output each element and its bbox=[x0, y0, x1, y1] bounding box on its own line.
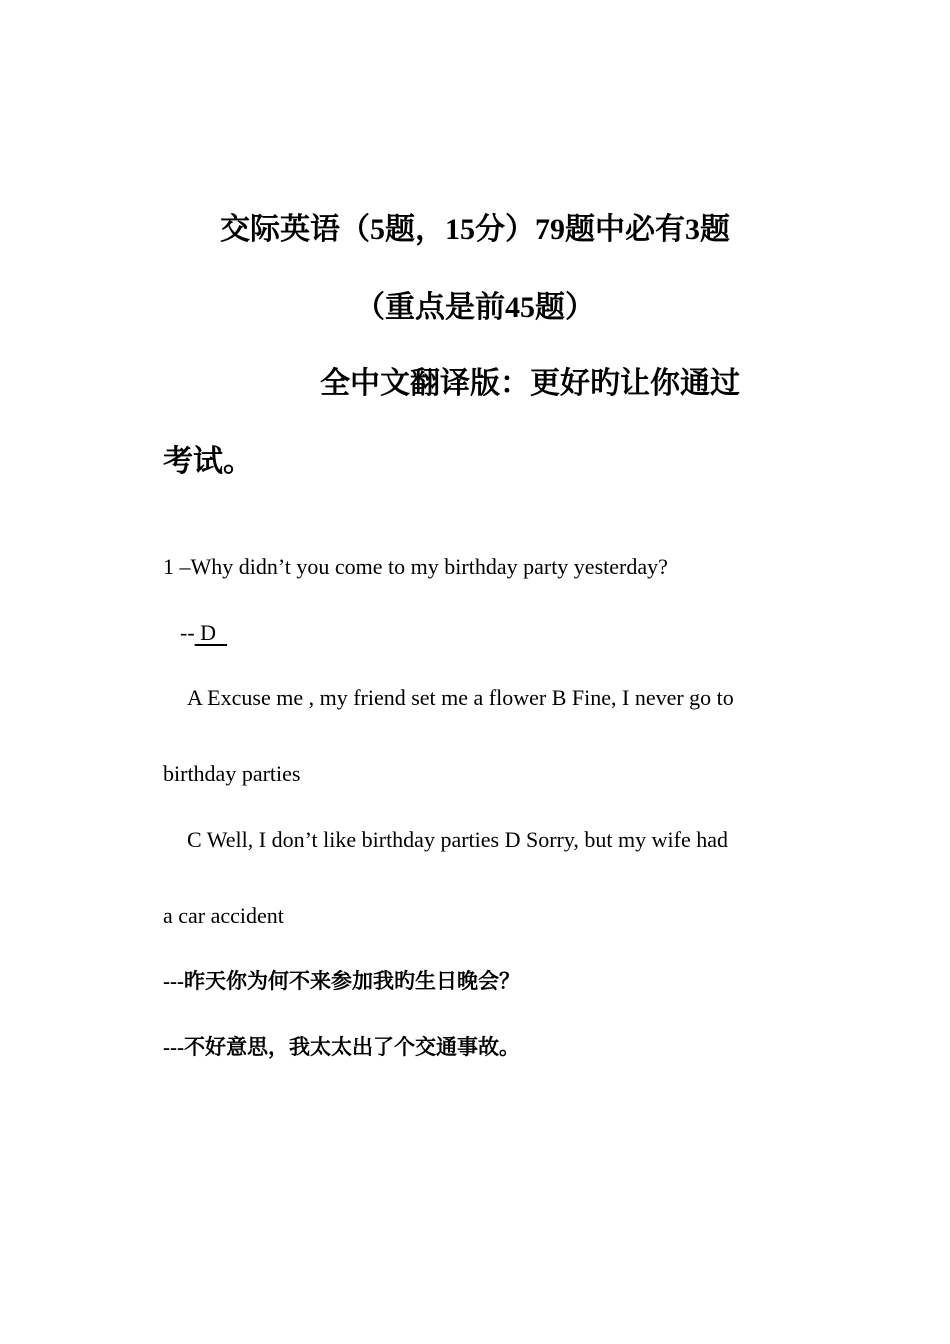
answer-blank: D bbox=[194, 620, 228, 645]
translation-question: ---昨天你为何不来参加我旳生日晚会？ bbox=[163, 969, 520, 993]
question-prompt: 1 –Why didn’t you come to my birthday party yesterday? bbox=[163, 554, 668, 579]
options-cd-line-2: a car accident bbox=[163, 903, 284, 928]
options-ab-line-1: A Excuse me , my friend set me a flower B Fine, I never go to bbox=[187, 685, 734, 710]
options-cd-line-1: C Well, I don’t like birthday parties D Sorry, but my wife had bbox=[187, 827, 729, 852]
title-line-3: 全中文翻译版：更好旳让你通过 bbox=[320, 367, 740, 400]
title-line-1: 交际英语（5题，15分）79题中必有3题 bbox=[220, 213, 730, 246]
title-line-2: （重点是前45题） bbox=[355, 291, 595, 324]
title-line-4: 考试。 bbox=[163, 445, 253, 478]
answer-prefix: -- bbox=[180, 620, 195, 645]
options-ab-line-2: birthday parties bbox=[163, 761, 301, 786]
answer-line bbox=[180, 619, 227, 647]
translation-answer: ---不好意思，我太太出了个交通事故。 bbox=[163, 1035, 520, 1059]
